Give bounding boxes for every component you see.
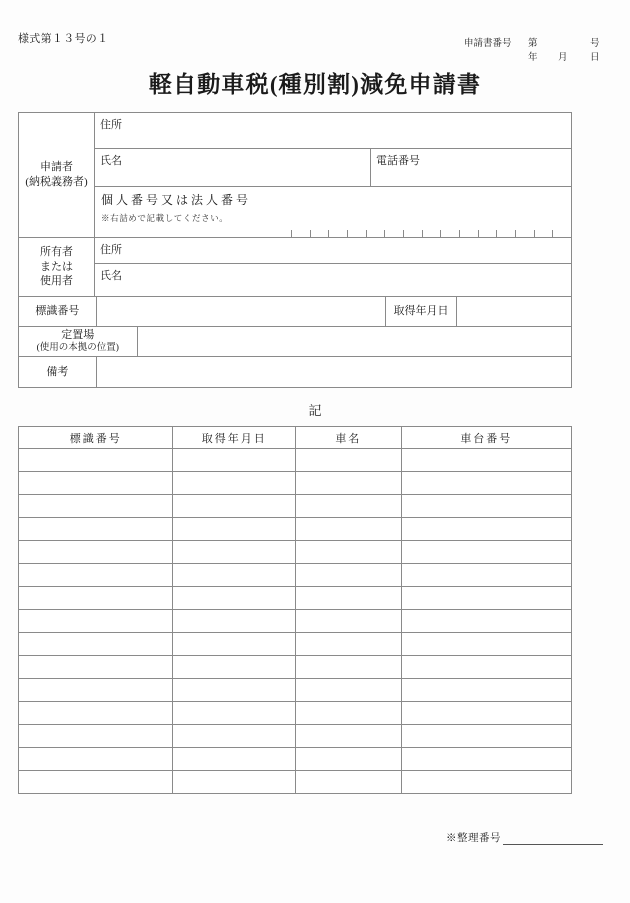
vehicle-cell[interactable] bbox=[173, 725, 296, 747]
vehicle-table-header-row bbox=[19, 427, 571, 449]
vehicle-cell[interactable] bbox=[173, 771, 296, 793]
ki-mark: 記 bbox=[308, 403, 322, 418]
vehicle-cell[interactable] bbox=[402, 518, 571, 540]
table-row bbox=[19, 472, 571, 495]
owner-label-cell bbox=[19, 238, 95, 296]
vehicle-cell[interactable] bbox=[402, 702, 571, 724]
vehicle-cell[interactable] bbox=[296, 633, 402, 655]
table-row bbox=[19, 748, 571, 771]
application-number-gou: 号 bbox=[590, 39, 600, 49]
vehicle-cell[interactable] bbox=[296, 518, 402, 540]
remarks-value[interactable] bbox=[97, 357, 571, 387]
vehicle-column-header: 取得年月日 bbox=[173, 427, 296, 449]
mynumber-digit-tick bbox=[291, 230, 310, 237]
owner-address-row bbox=[95, 238, 571, 264]
vehicle-cell[interactable] bbox=[296, 771, 402, 793]
applicant-phone-field[interactable] bbox=[371, 149, 571, 186]
plate-number-value[interactable] bbox=[97, 297, 386, 326]
plate-number-label: 標識番号 bbox=[19, 297, 97, 326]
vehicle-cell[interactable] bbox=[19, 656, 173, 678]
vehicle-cell[interactable] bbox=[402, 541, 571, 563]
mynumber-digit-tick bbox=[478, 230, 497, 237]
vehicle-cell[interactable] bbox=[402, 771, 571, 793]
owner-address-label: 住所 bbox=[100, 244, 122, 256]
applicant-mynumber-field[interactable] bbox=[95, 187, 571, 237]
vehicle-cell[interactable] bbox=[173, 449, 296, 471]
owner-fields bbox=[95, 238, 571, 296]
vehicle-cell[interactable] bbox=[173, 495, 296, 517]
reference-number-label: ※整理番号 bbox=[446, 833, 501, 844]
owner-label-line3: 使用者 bbox=[40, 275, 73, 288]
vehicle-cell[interactable] bbox=[296, 541, 402, 563]
vehicle-cell[interactable] bbox=[173, 564, 296, 586]
vehicle-cell[interactable] bbox=[296, 725, 402, 747]
mynumber-digit-tick bbox=[366, 230, 385, 237]
application-date-row bbox=[464, 52, 604, 66]
vehicle-cell[interactable] bbox=[173, 518, 296, 540]
vehicle-cell[interactable] bbox=[402, 564, 571, 586]
remarks-label: 備考 bbox=[19, 357, 97, 387]
applicant-phone-label: 電話番号 bbox=[376, 155, 420, 167]
table-row bbox=[19, 541, 571, 564]
owner-name-label: 氏名 bbox=[100, 270, 122, 282]
vehicle-table bbox=[18, 426, 572, 794]
vehicle-cell[interactable] bbox=[296, 449, 402, 471]
page-title: 軽自動車税(種別割)減免申請書 bbox=[148, 72, 482, 97]
owner-block-row bbox=[19, 238, 571, 297]
application-number-label: 申請書番号 bbox=[464, 39, 512, 49]
vehicle-cell[interactable] bbox=[402, 610, 571, 632]
vehicle-cell[interactable] bbox=[402, 725, 571, 747]
applicant-address-label: 住所 bbox=[100, 119, 122, 131]
vehicle-cell[interactable] bbox=[296, 587, 402, 609]
vehicle-cell[interactable] bbox=[19, 633, 173, 655]
parking-place-value[interactable] bbox=[138, 327, 571, 356]
vehicle-cell[interactable] bbox=[296, 564, 402, 586]
application-date-year: 年 bbox=[528, 52, 538, 63]
vehicle-cell[interactable] bbox=[296, 495, 402, 517]
vehicle-cell[interactable] bbox=[173, 679, 296, 701]
mynumber-note: ※右詰めで記載してください。 bbox=[101, 213, 229, 223]
parking-place-label bbox=[19, 327, 138, 356]
vehicle-cell[interactable] bbox=[173, 587, 296, 609]
applicant-fields bbox=[95, 113, 571, 237]
table-row bbox=[19, 725, 571, 748]
owner-address-field[interactable] bbox=[95, 238, 571, 263]
application-number-value[interactable] bbox=[558, 38, 590, 52]
application-date-spacer bbox=[464, 52, 528, 66]
mynumber-digit-tick bbox=[459, 230, 478, 237]
table-row bbox=[19, 495, 571, 518]
mynumber-digit-tick bbox=[534, 230, 553, 237]
vehicle-column-header: 標識番号 bbox=[19, 427, 173, 449]
mynumber-digit-tick bbox=[422, 230, 441, 237]
vehicle-cell[interactable] bbox=[173, 702, 296, 724]
vehicle-cell[interactable] bbox=[19, 610, 173, 632]
application-number-dai: 第 bbox=[528, 39, 538, 49]
applicant-label-line2: (納税義務者) bbox=[25, 176, 88, 188]
mynumber-digit-tick bbox=[310, 230, 329, 237]
table-row bbox=[19, 610, 571, 633]
acquired-date-label: 取得年月日 bbox=[386, 297, 458, 326]
vehicle-column-header: 車名 bbox=[296, 427, 402, 449]
reference-number-input[interactable] bbox=[503, 832, 603, 845]
parking-place-row bbox=[19, 327, 571, 357]
table-row bbox=[19, 518, 571, 541]
mynumber-digit-tick bbox=[440, 230, 459, 237]
vehicle-cell[interactable] bbox=[296, 656, 402, 678]
table-row bbox=[19, 449, 571, 472]
vehicle-column-header: 車台番号 bbox=[460, 433, 513, 445]
vehicle-cell[interactable] bbox=[296, 472, 402, 494]
vehicle-cell[interactable] bbox=[173, 541, 296, 563]
vehicle-cell[interactable] bbox=[173, 633, 296, 655]
applicant-address-row bbox=[95, 113, 571, 149]
applicant-label-cell bbox=[19, 113, 95, 237]
vehicle-cell[interactable] bbox=[402, 449, 571, 471]
vehicle-cell[interactable] bbox=[19, 472, 173, 494]
vehicle-cell[interactable] bbox=[19, 702, 173, 724]
applicant-label-line1: 申請者 bbox=[39, 161, 73, 174]
mynumber-digit-ticks bbox=[291, 230, 571, 237]
reference-number bbox=[446, 830, 603, 845]
mynumber-digit-tick bbox=[384, 230, 403, 237]
applicant-address-field[interactable] bbox=[95, 113, 571, 148]
vehicle-cell[interactable] bbox=[19, 679, 173, 701]
table-row bbox=[19, 702, 571, 725]
vehicle-cell[interactable] bbox=[19, 725, 173, 747]
vehicle-cell[interactable] bbox=[402, 679, 571, 701]
vehicle-cell[interactable] bbox=[402, 472, 571, 494]
applicant-mynumber-row bbox=[95, 187, 571, 237]
vehicle-cell[interactable] bbox=[173, 610, 296, 632]
owner-name-field[interactable] bbox=[95, 264, 571, 296]
vehicle-cell[interactable] bbox=[19, 495, 173, 517]
table-row bbox=[19, 587, 571, 610]
vehicle-cell[interactable] bbox=[19, 564, 173, 586]
table-row bbox=[19, 679, 571, 702]
mynumber-label: 個人番号又は法人番号 bbox=[101, 193, 252, 207]
vehicle-cell[interactable] bbox=[173, 656, 296, 678]
mynumber-digit-tick bbox=[328, 230, 347, 237]
mynumber-digit-tick bbox=[403, 230, 422, 237]
acquired-date-value[interactable] bbox=[457, 297, 571, 326]
plate-number-row bbox=[19, 297, 571, 327]
table-row bbox=[19, 771, 571, 793]
applicant-name-phone-row bbox=[95, 149, 571, 187]
vehicle-cell[interactable] bbox=[296, 702, 402, 724]
applicant-name-label: 氏名 bbox=[100, 155, 122, 167]
application-date-day: 日 bbox=[590, 52, 600, 63]
vehicle-cell[interactable] bbox=[19, 518, 173, 540]
vehicle-cell[interactable] bbox=[19, 771, 173, 793]
mynumber-digit-tick bbox=[496, 230, 515, 237]
applicant-table bbox=[18, 112, 572, 388]
vehicle-cell[interactable] bbox=[19, 449, 173, 471]
vehicle-cell[interactable] bbox=[173, 748, 296, 770]
vehicle-cell[interactable] bbox=[19, 587, 173, 609]
table-row bbox=[19, 656, 571, 679]
owner-label-line2: または bbox=[40, 260, 73, 273]
mynumber-digit-tick bbox=[515, 230, 534, 237]
vehicle-cell[interactable] bbox=[19, 541, 173, 563]
table-row bbox=[19, 564, 571, 587]
vehicle-cell[interactable] bbox=[402, 633, 571, 655]
mynumber-digit-tick bbox=[347, 230, 366, 237]
applicant-block-row bbox=[19, 113, 571, 238]
vehicle-cell[interactable] bbox=[173, 472, 296, 494]
vehicle-cell[interactable] bbox=[402, 748, 571, 770]
vehicle-table-body bbox=[19, 449, 571, 793]
vehicle-cell[interactable] bbox=[19, 748, 173, 770]
table-row bbox=[19, 633, 571, 656]
vehicle-cell[interactable] bbox=[402, 495, 571, 517]
vehicle-cell[interactable] bbox=[296, 679, 402, 701]
application-date-month: 月 bbox=[558, 52, 568, 63]
owner-label-line1: 所有者 bbox=[40, 245, 73, 258]
vehicle-cell[interactable] bbox=[402, 587, 571, 609]
vehicle-cell[interactable] bbox=[402, 656, 571, 678]
parking-place-label-line1: 定置場 bbox=[61, 329, 95, 342]
owner-name-row bbox=[95, 264, 571, 296]
application-number-row bbox=[464, 38, 604, 52]
remarks-row bbox=[19, 357, 571, 387]
parking-place-label-line2: (使用の本拠の位置) bbox=[36, 343, 119, 354]
applicant-name-field[interactable] bbox=[95, 149, 371, 186]
mynumber-digit-tick bbox=[552, 230, 571, 237]
vehicle-cell[interactable] bbox=[296, 610, 402, 632]
vehicle-cell[interactable] bbox=[296, 748, 402, 770]
application-number-block bbox=[464, 38, 604, 66]
form-code: 様式第１３号の１ bbox=[18, 33, 109, 45]
